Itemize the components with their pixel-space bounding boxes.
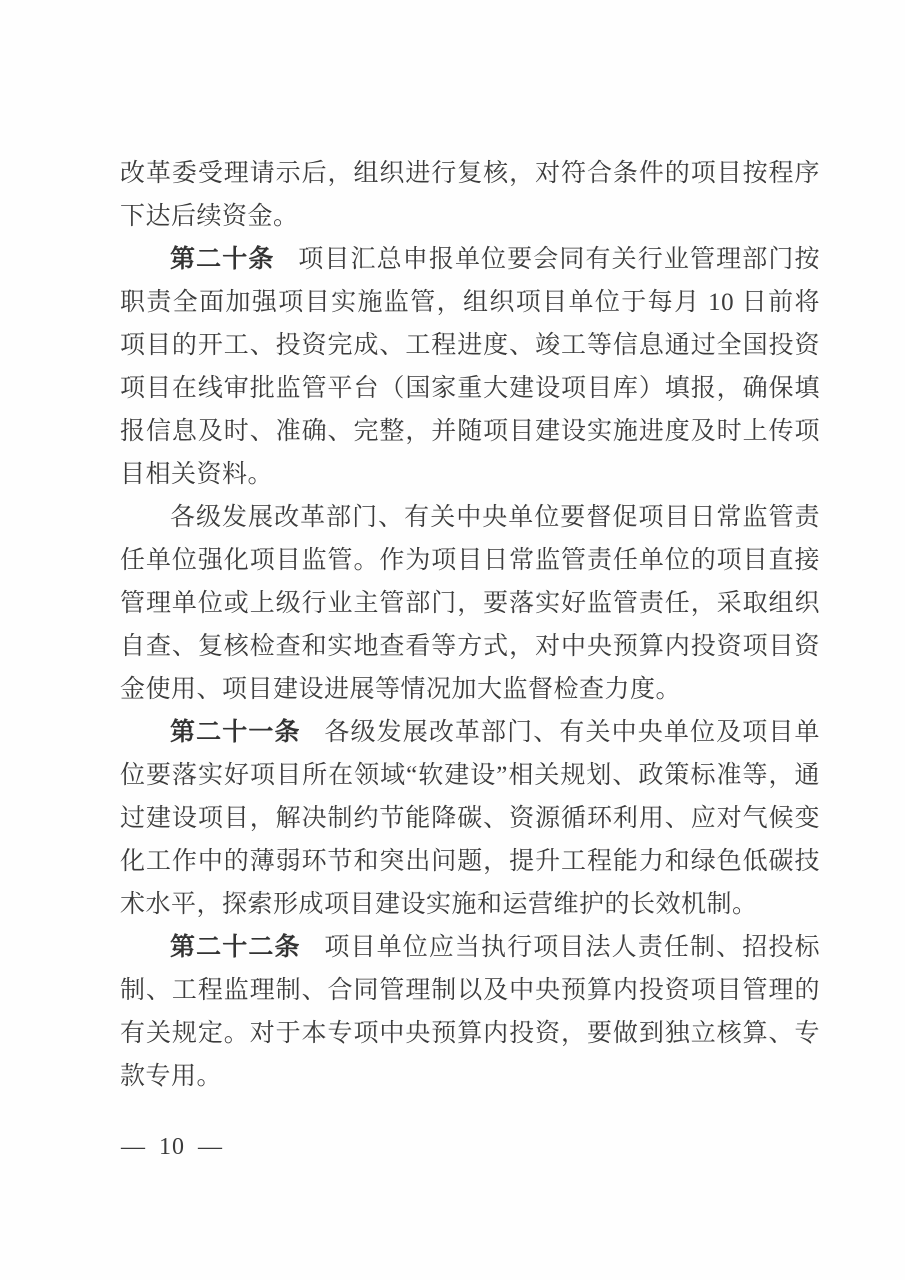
paragraph-text: 各级发展改革部门、有关中央单位要督促项目日常监管责任单位强化项目监管。作为项目日常监管责任单位的项目直接管理单位或上级行业主管部门，要落实好监管责任，采取组织自查、复核检查和实地查看等方式，对中央预算内投资项目资金使用、项目建设进展等情况加大监督检查力度。 — [120, 504, 820, 703]
article-number: 第二十一条 — [170, 719, 301, 746]
paragraph-article-22 — [120, 926, 820, 1098]
paragraph — [120, 496, 820, 711]
page-footer — [121, 1134, 223, 1161]
paragraph-text: 改革委受理请示后，组织进行复核，对符合条件的项目按程序下达后续资金。 — [120, 160, 820, 230]
page-number: 10 — [159, 1134, 185, 1160]
article-number: 第二十条 — [170, 246, 275, 273]
document-body — [120, 152, 820, 1098]
paragraph-article-21 — [120, 711, 820, 926]
paragraph-article-20 — [120, 238, 820, 496]
paragraph-text: 项目单位应当执行项目法人责任制、招投标制、工程监理制、合同管理制以及中央预算内投资项目管理的有关规定。对于本专项中央预算内投资，要做到独立核算、专款专用。 — [120, 934, 820, 1090]
paragraph — [120, 152, 820, 238]
article-number: 第二十二条 — [170, 934, 301, 961]
footer-dash-left: — — [121, 1134, 146, 1160]
paragraph-text: 各级发展改革部门、有关中央单位及项目单位要落实好项目所在领域“软建设”相关规划、政策标准等，通过建设项目，解决制约节能降碳、资源循环利用、应对气候变化工作中的薄弱环节和突出问题，提升工程能力和绿色低碳技术水平，探索形成项目建设实施和运营维护的长效机制。 — [120, 719, 820, 918]
paragraph-text: 项目汇总申报单位要会同有关行业管理部门按职责全面加强项目实施监管，组织项目单位于每月 10 日前将项目的开工、投资完成、工程进度、竣工等信息通过全国投资项目在线审批监管平台（国家重大建设项目库）填报，确保填报信息及时、准确、完整，并随项目建设实施进度及时上传项目相关资料。 — [120, 246, 820, 488]
footer-dash-right: — — [198, 1134, 223, 1160]
